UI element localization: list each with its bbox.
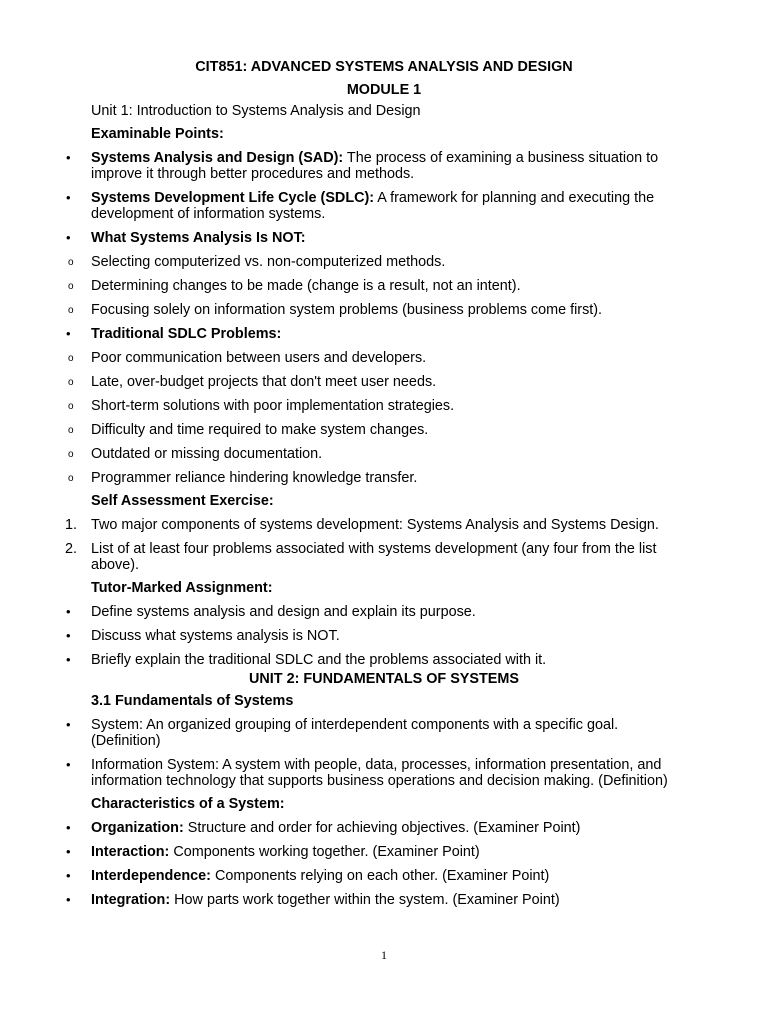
list-item-text: Difficulty and time required to make system changes. [91, 422, 429, 438]
bullet-marker: • [66, 844, 71, 859]
bullet-marker: • [66, 190, 71, 205]
definition-text: The process of examining a business situation to improve it through better procedures and methods. [91, 150, 659, 182]
bullet-marker: • [66, 868, 71, 883]
list-item [66, 230, 681, 246]
definition-text: Components relying on each other. (Examiner Point) [210, 868, 550, 884]
list-item [66, 892, 681, 908]
definition-text: How parts work together within the system. (Examiner Point) [170, 892, 560, 908]
term: Organization: [91, 820, 184, 836]
list-item [68, 302, 681, 318]
circle-marker: o [68, 377, 74, 388]
circle-marker: o [68, 257, 74, 268]
circle-marker: o [68, 425, 74, 436]
circle-marker: o [68, 449, 74, 460]
list-item [68, 398, 681, 414]
list-item [68, 278, 681, 294]
list-item-text: Two major components of systems development: Systems Analysis and Systems Design. [91, 517, 659, 533]
circle-marker: o [68, 353, 74, 364]
term: Integration: [91, 892, 171, 908]
bullet-marker: • [66, 150, 71, 165]
list-item [68, 350, 681, 366]
list-item [68, 470, 681, 486]
bullet-marker: • [66, 326, 71, 341]
tutor-marked-assignment-label: Tutor-Marked Assignment: [91, 580, 273, 596]
list-item-text: Short-term solutions with poor implementation strategies. [91, 398, 455, 414]
term: Systems Development Life Cycle (SDLC): [91, 190, 375, 206]
section-heading: 3.1 Fundamentals of Systems [91, 693, 294, 709]
list-item-text: Focusing solely on information system problems (business problems come first). [91, 302, 603, 318]
characteristics-label: Characteristics of a System: [91, 796, 285, 812]
list-item-text: Selecting computerized vs. non-computerized methods. [91, 254, 446, 270]
number-marker: 1. [65, 517, 78, 533]
module-heading: MODULE 1 [346, 82, 422, 98]
bullet-marker: • [66, 652, 71, 667]
self-assessment-label: Self Assessment Exercise: [91, 493, 274, 509]
circle-marker: o [68, 401, 74, 412]
term: Systems Analysis and Design (SAD): [91, 150, 344, 166]
examinable-points-label: Examinable Points: [91, 126, 224, 142]
bullet-marker: • [66, 892, 71, 907]
list-item [66, 326, 681, 342]
term: What Systems Analysis Is NOT: [91, 230, 306, 246]
list-item [68, 446, 681, 462]
document-body [0, 56, 768, 908]
list-item-text: System: An organized grouping of interdependent components with a specific goal. (Definition) [91, 717, 619, 749]
term: Traditional SDLC Problems: [91, 326, 282, 342]
list-item-text: Programmer reliance hindering knowledge transfer. [91, 470, 418, 486]
unit1-heading: Unit 1: Introduction to Systems Analysis and Design [91, 103, 421, 119]
list-item [66, 190, 681, 222]
bullet-marker: • [66, 717, 71, 732]
number-marker: 2. [65, 541, 78, 557]
list-item-text: Outdated or missing documentation. [91, 446, 323, 462]
term: Interaction: [91, 844, 170, 860]
list-item [66, 820, 681, 836]
circle-marker: o [68, 281, 74, 292]
list-item-text: Discuss what systems analysis is NOT. [91, 628, 340, 644]
list-item-text: Define systems analysis and design and explain its purpose. [91, 604, 476, 620]
list-item-text: List of at least four problems associated with systems development (any four from the list above). [91, 541, 657, 573]
list-item [66, 604, 681, 620]
list-item [66, 868, 681, 884]
list-item [66, 628, 681, 644]
bullet-marker: • [66, 628, 71, 643]
list-item [65, 541, 681, 573]
list-item [66, 652, 681, 668]
bullet-marker: • [66, 604, 71, 619]
list-item-text: Poor communication between users and developers. [91, 350, 427, 366]
list-item [66, 150, 681, 182]
list-item-text: Determining changes to be made (change is a result, not an intent). [91, 278, 521, 294]
list-item [66, 844, 681, 860]
unit2-heading: UNIT 2: FUNDAMENTALS OF SYSTEMS [249, 671, 519, 687]
list-item-text: Late, over-budget projects that don't meet user needs. [91, 374, 437, 390]
list-item [66, 757, 681, 789]
bullet-marker: • [66, 230, 71, 245]
list-item [65, 517, 681, 533]
page-number: 1 [381, 948, 387, 962]
list-item-text: Briefly explain the traditional SDLC and the problems associated with it. [91, 652, 547, 668]
list-item [68, 374, 681, 390]
bullet-marker: • [66, 757, 71, 772]
document-title: CIT851: ADVANCED SYSTEMS ANALYSIS AND DESIGN [195, 59, 573, 75]
circle-marker: o [68, 305, 74, 316]
definition-text: A framework for planning and executing the development of information systems. [91, 190, 655, 222]
definition-text: Components working together. (Examiner Point) [169, 844, 480, 860]
circle-marker: o [68, 473, 74, 484]
list-item [68, 254, 681, 270]
definition-text: Structure and order for achieving objectives. (Examiner Point) [183, 820, 581, 836]
list-item [68, 422, 681, 438]
list-item [66, 717, 681, 749]
term: Interdependence: [91, 868, 211, 884]
bullet-marker: • [66, 820, 71, 835]
list-item-text: Information System: A system with people, data, processes, information presentation, and information technology that supports business operations and decision making. (Definition) [91, 757, 668, 789]
